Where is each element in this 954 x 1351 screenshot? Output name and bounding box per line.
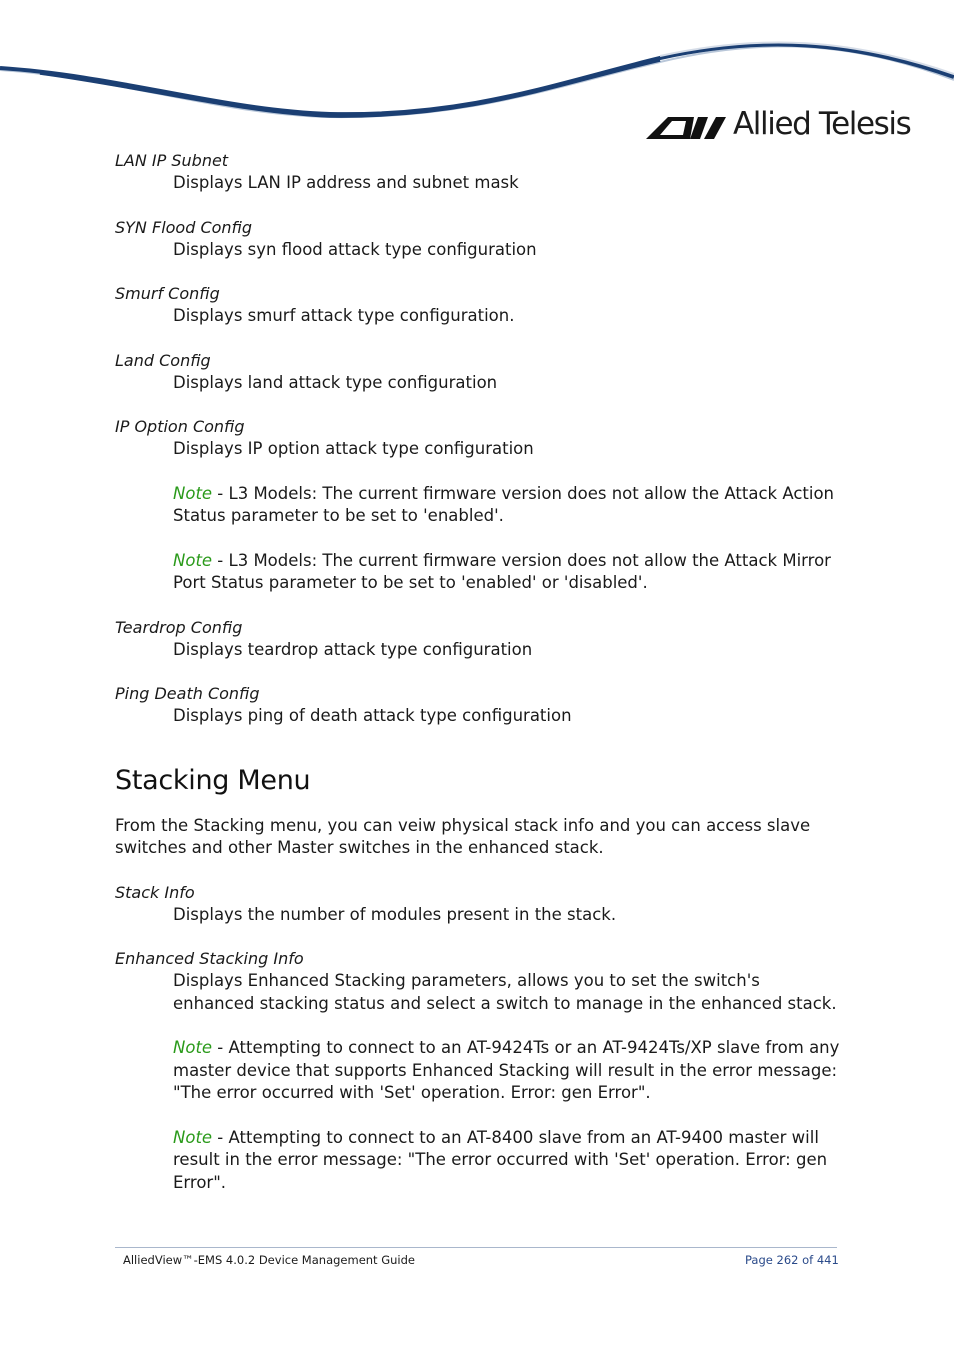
term: Ping Death Config [115,684,260,703]
term-description: Displays LAN IP address and subnet mask [173,173,519,192]
note-paragraph [173,1127,845,1195]
definition-item [115,882,845,927]
definition-item [115,948,845,1015]
note-text: - Attempting to connect to an AT-9424Ts or an AT-9424Ts/XP slave from any master device that supports Enhanced Stacking will result in the error message: "The error occurred with 'Set' operation. Error: gen Error". [173,1038,840,1102]
definition-item [115,683,845,728]
definition-item [115,283,845,328]
term: Smurf Config [115,284,220,303]
definition-item [115,416,845,461]
note-label: Note [173,483,213,503]
term: SYN Flood Config [115,217,253,237]
footer-page-number: Page 262 of 441 [745,1253,839,1267]
note-text: - Attempting to connect to an AT-8400 slave from an AT-9400 master will result in the error message: "The error occurred with 'Set' operation. Error: gen Error". [173,1127,828,1192]
term-description: Displays syn flood attack type configuration [173,239,537,259]
term: Land Config [115,350,211,370]
term-description: Displays ping of death attack type configuration [173,706,572,725]
note-text: - L3 Models: The current firmware version does not allow the Attack Mirror Port Status parameter to be set to 'enabled' or 'disabled'. [173,550,831,592]
term-description: Displays smurf attack type configuration. [173,306,515,325]
note-label: Note [173,550,213,570]
term: IP Option Config [115,417,245,436]
note-label: Note [173,1127,213,1147]
term-description: Displays the number of modules present in the stack. [173,904,617,924]
note-text: - L3 Models: The current firmware version does not allow the Attack Action Status parameter to be set to 'enabled'. [173,483,835,525]
term: Enhanced Stacking Info [115,949,304,968]
brand-name: Allied Telesis [733,106,911,142]
term: Stack Info [115,882,195,902]
section-heading: Stacking Menu [115,764,311,796]
definition-item [115,217,845,262]
intro-paragraph: From the Stacking menu, you can veiw physical stack info and you can access slave switches and other Master switches in the enhanced stack. [115,815,811,857]
note-paragraph [173,550,845,595]
term-description: Displays land attack type configuration [173,372,498,392]
footer-divider [115,1247,837,1248]
note-paragraph [173,483,845,528]
page-content [115,150,845,1194]
definition-item [115,150,845,195]
term-description: Displays Enhanced Stacking parameters, allows you to set the switch's enhanced stacking status and select a switch to manage in the enhanced stack. [173,971,837,1013]
term-description: Displays IP option attack type configuration [173,439,534,458]
note-label: Note [173,1038,213,1057]
term: LAN IP Subnet [115,151,229,170]
term: Teardrop Config [115,617,243,637]
footer-doc-title: AlliedView™-EMS 4.0.2 Device Management Guide [123,1253,415,1267]
definition-item [115,350,845,395]
definition-item [115,617,845,662]
note-paragraph [173,1037,845,1105]
term-description: Displays teardrop attack type configuration [173,639,533,659]
